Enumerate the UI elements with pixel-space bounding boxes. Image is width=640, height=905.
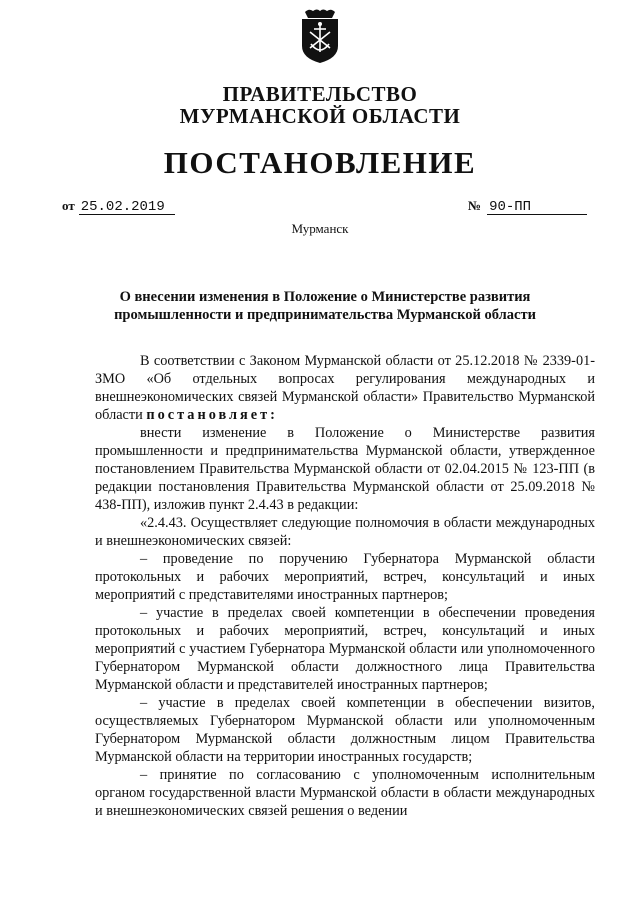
list-item: – участие в пределах своей компетенции в обеспечении визитов, осуществляемых Губернатором Мурманской области или уполномоченным Губернатором Мурманской области должностным лицом Правительства Мурманской области на территории иностранных государств; — [95, 695, 595, 765]
number-field — [468, 198, 587, 215]
date-field — [62, 198, 175, 215]
list-item: – проведение по поручению Губернатора Мурманской области протокольных и рабочих мероприятий, встреч, консультаций и иных мероприятий с представителями иностранных партнеров; — [95, 551, 595, 603]
date-value: 25.02.2019 — [79, 200, 175, 215]
government-name-line1: ПРАВИТЕЛЬСТВО — [222, 82, 418, 106]
paragraph-amendment: внести изменение в Положение о Министерстве развития промышленности и предпринимательства Мурманской области, утвержденное постановлением Правительства Мурманской области от 02.04.2015 № 123-ПП (в редакции постановления Правительства Мурманской области от 25.09.2018 № 438-ПП), изложив пункт 2.4.43 в редакции: — [95, 425, 595, 513]
list-item: – участие в пределах своей компетенции в обеспечении проведения протокольных и рабочих мероприятий, встреч, консультаций и иных мероприятий с участием Губернатора Мурманской области или уполномоченного Губернатором Мурманской области должностного лица Правительства Мурманской области и представителей иностранных партнеров; — [95, 605, 595, 693]
list-item: – принятие по согласованию с уполномоченным исполнительным органом государственной власти Мурманской области в области международных и внешнеэкономических связей решения о ведении — [95, 767, 595, 819]
document-type: ПОСТАНОВЛЕНИЕ — [163, 145, 477, 180]
preamble-text: В соответствии с Законом Мурманской области от 25.12.2018 № 2339-01-ЗМО «Об отдельных вопросах регулирования международных и внешнеэкономических связей Мурманской области» Правительство Мурманской области — [95, 353, 595, 423]
number-value: 90-ПП — [487, 200, 587, 215]
number-label: № — [468, 198, 482, 213]
document-body — [95, 352, 595, 820]
paragraph-preamble — [95, 352, 595, 424]
resolves-keyword: постановляет: — [146, 407, 278, 423]
paragraph-clause: «2.4.43. Осуществляет следующие полномочия в области международных и внешнеэкономических связей: — [95, 515, 595, 549]
government-name-line2: МУРМАНСКОЙ ОБЛАСТИ — [179, 104, 461, 128]
coat-of-arms-emblem — [299, 8, 341, 64]
date-label: от — [62, 198, 75, 213]
title-line2: промышленности и предпринимательства Мурманской области — [114, 307, 536, 323]
city: Мурманск — [291, 221, 349, 236]
title-line1: О внесении изменения в Положение о Министерстве развития — [119, 289, 531, 305]
document-title — [60, 288, 590, 324]
